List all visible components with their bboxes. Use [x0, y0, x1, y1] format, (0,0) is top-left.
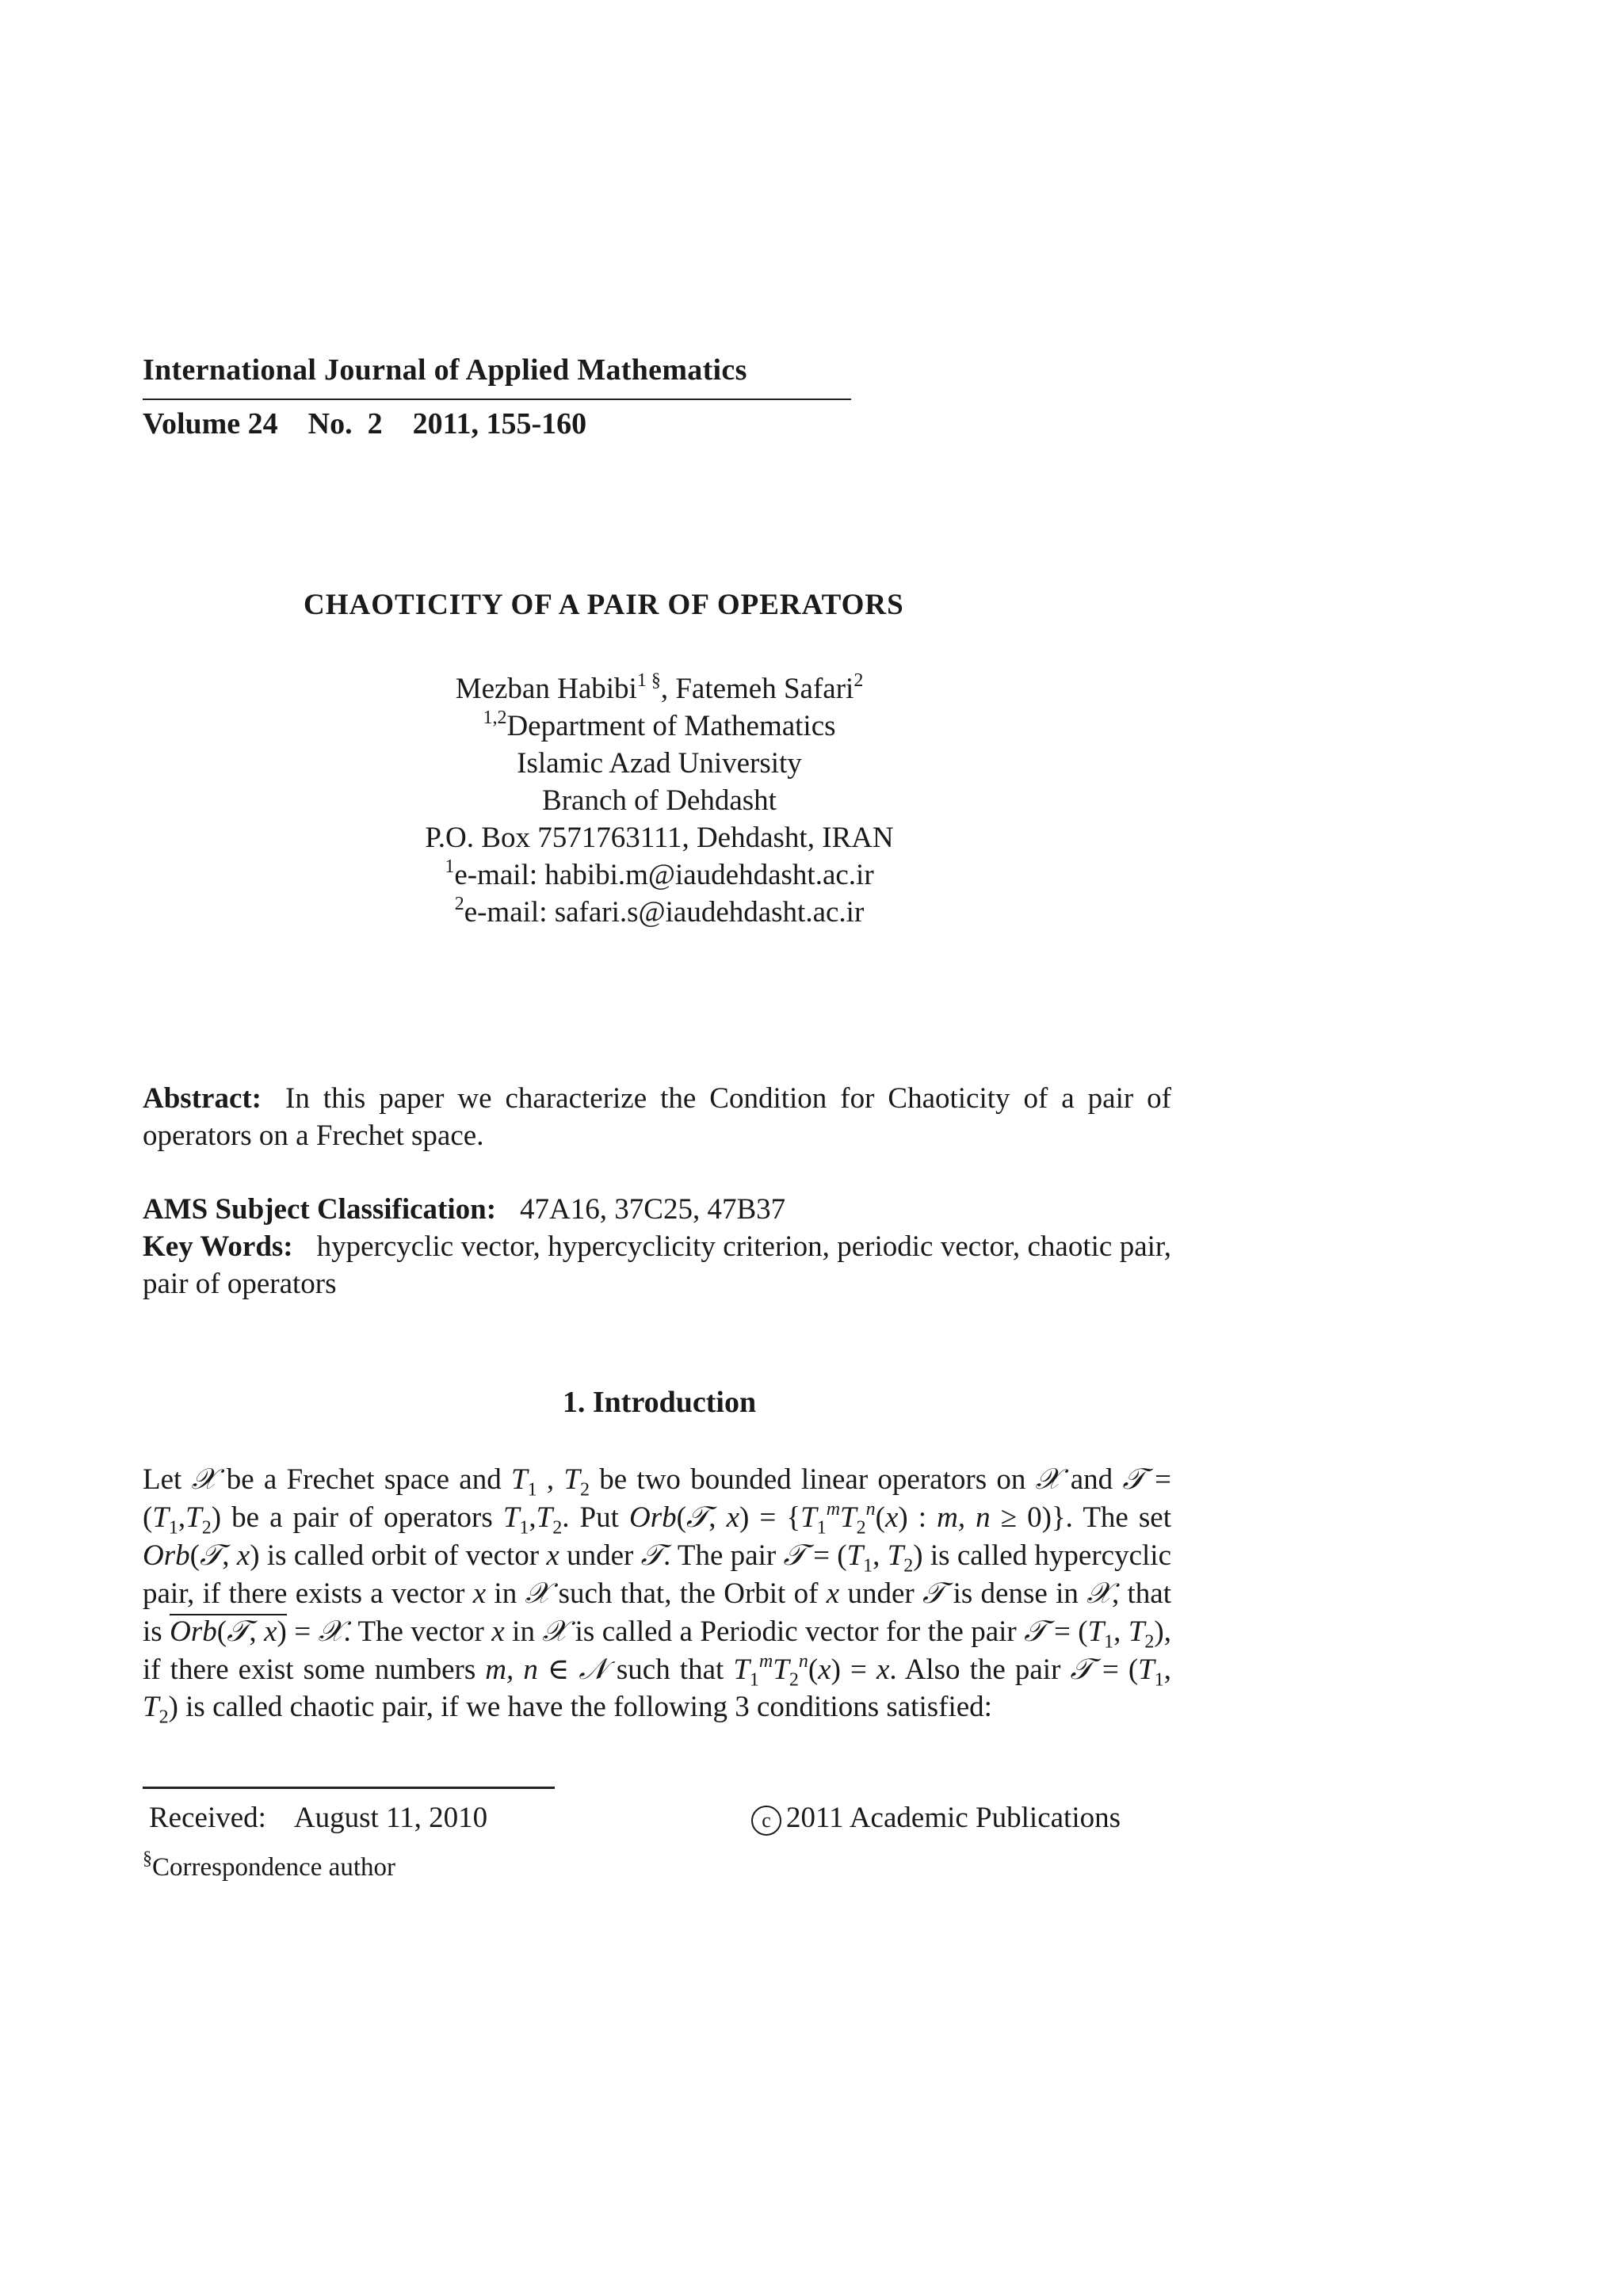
copyright: c 2011 Academic Publications — [751, 1801, 1121, 1836]
copyright-icon: c — [751, 1806, 781, 1836]
volume-info: Volume 24 No. 2 2011, 155-160 — [143, 407, 587, 441]
correspondence-footnote: §Correspondence author — [143, 1848, 395, 1882]
abstract-text: In this paper we characterize the Condition for Chaoticity of a pair of operators on a Frechet space. — [143, 1082, 1171, 1152]
email-2: $^2$e-mail: safari.s@iaudehdasht.ac.ir — [454, 893, 865, 929]
journal-name: International Journal of Applied Mathematics — [143, 353, 747, 387]
abstract-label: Abstract: — [143, 1082, 262, 1115]
affiliation-1: $^{1,2}$Department of Mathematics — [483, 707, 836, 742]
header-rule — [143, 399, 851, 400]
author-block — [0, 670, 1319, 931]
received-date: Received: August 11, 2010 — [149, 1802, 488, 1834]
paper-title: CHAOTICITY OF A PAIR OF OPERATORS — [304, 589, 904, 621]
abstract — [143, 1080, 1171, 1154]
footnote-rule — [143, 1787, 555, 1789]
affiliation-4: P.O. Box 7571763111, Dehdasht, IRAN — [425, 822, 894, 854]
section-heading: 1. Introduction — [562, 1386, 757, 1419]
introduction-text: Let 𝒳 be a Frechet space and $T_1$ , $T_2$ be two bounded linear operators on 𝒳 and 𝒯 = $(T_1,T_2)$ be a pair of operators $T_1,T_2$. Put Orb(𝒯, $x) = \{T_1^mT_2^n(x)$ : m, n ≥ 0)}. The set Orb(𝒯, x) is called orbit of vector x under 𝒯. The pair 𝒯 = ($T_1$, $T_2$) is called hypercyclic pair, if there exists a vector x in 𝒳 such that, the Orbit of x under 𝒯 is dense in 𝒳, that is Orb(𝒯, x) = 𝒳. The vector x in 𝒳 is called a Periodic vector for the pair 𝒯 = ($T_1$, $T_2$), if there exist some numbers m, n ∈ 𝒩 such that $T_1^mT_2^n(x) = x$. Also the pair 𝒯 = ($T_1$, $T_2$) is called chaotic pair, if we have the following 3 conditions satisfied: — [143, 1462, 1172, 1728]
classification-block — [143, 1191, 1171, 1302]
email-1: $^1$e-mail: habibi.m@iaudehdasht.ac.ir — [445, 856, 874, 891]
author-names: Mezban Habibi$^{1 \S}$, Fatemeh Safari$^2$ — [455, 669, 864, 705]
affiliation-3: Branch of Dehdasht — [542, 784, 777, 817]
ams-classification: AMS Subject Classification: 47A16, 37C25, 47B37 — [143, 1193, 786, 1226]
key-words: Key Words: hypercyclic vector, hypercyclicity criterion, periodic vector, chaotic pair, pair of operators — [143, 1230, 1171, 1300]
affiliation-2: Islamic Azad University — [517, 747, 802, 780]
